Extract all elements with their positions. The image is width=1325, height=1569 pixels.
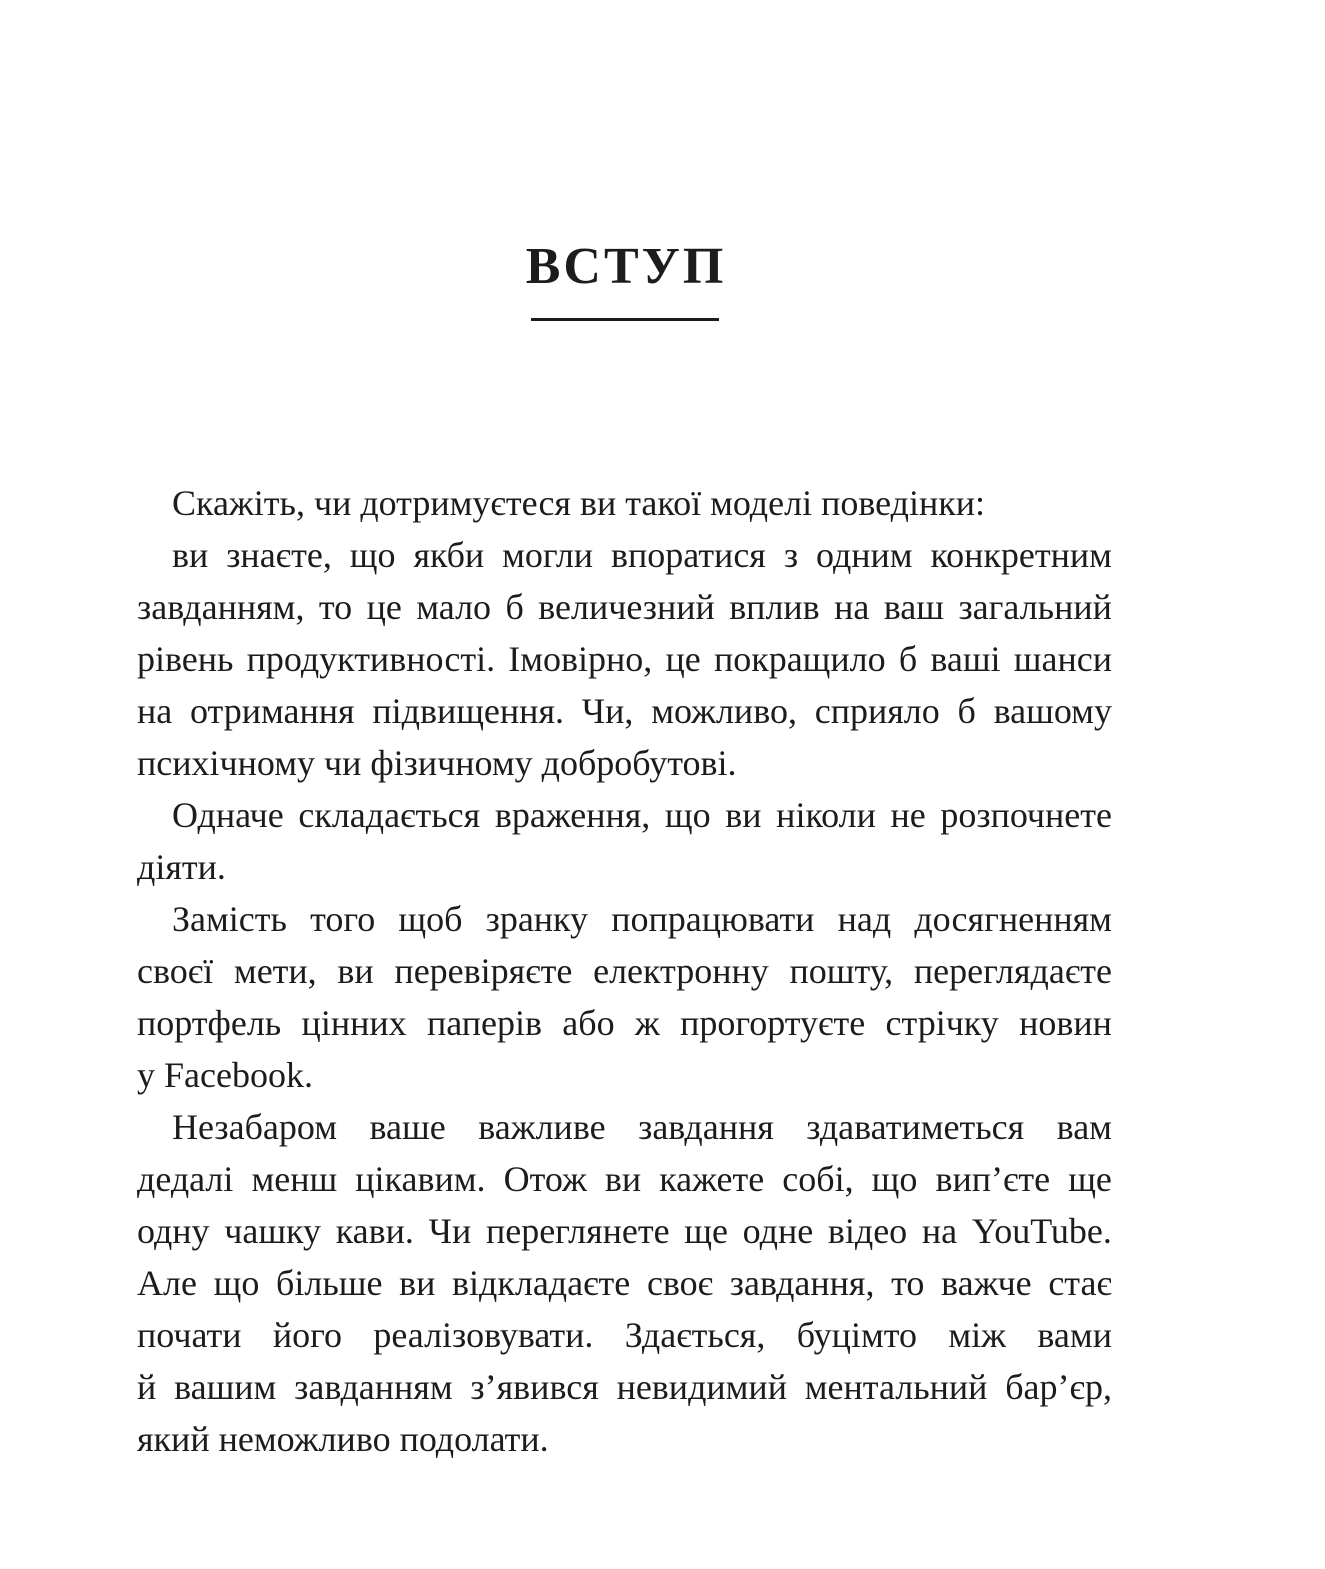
word: ваші [930, 639, 1001, 679]
word: враження, [494, 795, 651, 835]
word: це [366, 587, 402, 627]
word: ви [725, 795, 762, 835]
word: не [890, 795, 926, 835]
word: величезний [538, 587, 715, 627]
word: важливе [478, 1107, 606, 1147]
word: цікавим. [355, 1159, 486, 1199]
word: ж [634, 1003, 660, 1043]
word: Імовірно, [508, 639, 653, 679]
word: з’явився [470, 1367, 599, 1407]
text-line [137, 997, 1112, 1049]
text-line [137, 1309, 1112, 1361]
word: переглядаєте [913, 951, 1112, 991]
text-line: у Facebook. [137, 1055, 313, 1095]
word: на [834, 587, 870, 627]
word: покращило [713, 639, 886, 679]
word: прогортуєте [680, 1003, 866, 1043]
word: з [783, 535, 799, 575]
word: загальний [958, 587, 1112, 627]
word: завдання, [729, 1263, 875, 1303]
word: перевіряєте [394, 951, 573, 991]
word: електронну [593, 951, 769, 991]
word: ваш [883, 587, 945, 627]
word: отримання [190, 691, 355, 731]
text-line [137, 1101, 1112, 1153]
word: могли [502, 535, 594, 575]
word: портфель [137, 1003, 282, 1043]
word: конкретним [930, 535, 1112, 575]
word: ще [1068, 1159, 1112, 1199]
word: вип’єте [935, 1159, 1051, 1199]
word: можливо, [651, 691, 797, 731]
word: це [665, 639, 701, 679]
word: ще [684, 1211, 728, 1251]
word: кажете [659, 1159, 765, 1199]
word: вам [1056, 1107, 1112, 1147]
word: досягненням [914, 899, 1112, 939]
word: завдання [638, 1107, 774, 1147]
word: дедалі [137, 1159, 234, 1199]
text-line [137, 1205, 1112, 1257]
word: якби [413, 535, 485, 575]
word: почати [137, 1315, 242, 1355]
word: розпочнете [940, 795, 1112, 835]
word: підвищення. [372, 691, 564, 731]
word: шанси [1013, 639, 1112, 679]
word: б [898, 639, 918, 679]
word: вашому [993, 691, 1112, 731]
word: важче [941, 1263, 1032, 1303]
chapter-title: ВСТУП [525, 238, 727, 295]
word: ви [172, 535, 209, 575]
word: Замість [172, 899, 287, 939]
word: переглянете [485, 1211, 670, 1251]
text-line [137, 893, 1112, 945]
text-line: Скажіть, чи дотримуєтеся ви такої моделі поведінки: [172, 483, 985, 523]
word: пошту, [789, 951, 894, 991]
text-line: психічному чи фізичному добробутові. [137, 743, 737, 783]
word: що [871, 1159, 918, 1199]
word: щоб [398, 899, 463, 939]
text-line [137, 789, 1112, 841]
word: Але [137, 1263, 197, 1303]
word: що [349, 535, 396, 575]
word: знаєте, [226, 535, 332, 575]
word: відкладаєте [452, 1263, 631, 1303]
word: Одначе [172, 795, 284, 835]
text-line [137, 945, 1112, 997]
word: завданням, [137, 587, 305, 627]
word: YouTube. [971, 1211, 1112, 1251]
word: мало [416, 587, 492, 627]
word: новин [1019, 1003, 1112, 1043]
word: здаватиметься [806, 1107, 1025, 1147]
word: того [310, 899, 376, 939]
word: одне [742, 1211, 814, 1251]
word: б [957, 691, 976, 731]
word: стає [1048, 1263, 1112, 1303]
word: відео [827, 1211, 908, 1251]
word: стрічку [885, 1003, 999, 1043]
word: що [664, 795, 711, 835]
text-line [137, 1153, 1112, 1205]
word: що [213, 1263, 260, 1303]
word: рівень [137, 639, 234, 679]
word: Отож [503, 1159, 587, 1199]
text-line: діяти. [137, 847, 226, 887]
word: бар’єр, [1005, 1367, 1112, 1407]
word: вплив [729, 587, 820, 627]
word: собі, [782, 1159, 854, 1199]
word: сприяло [814, 691, 940, 731]
word: ви [399, 1263, 436, 1303]
text-line [137, 529, 1112, 581]
word: ніколи [776, 795, 876, 835]
word: завданням [294, 1367, 453, 1407]
word: на [921, 1211, 958, 1251]
text-line [137, 1257, 1112, 1309]
word: Здається, [624, 1315, 766, 1355]
word: й [137, 1367, 157, 1407]
word: Чи [428, 1211, 472, 1251]
word: продуктивності. [246, 639, 496, 679]
word: мети, [233, 951, 317, 991]
word: складається [298, 795, 481, 835]
word: одну [137, 1211, 210, 1251]
word: паперів [426, 1003, 542, 1043]
word: буцімто [796, 1315, 917, 1355]
word: невидимий [616, 1367, 787, 1407]
word: ментальний [804, 1367, 988, 1407]
word: або [562, 1003, 615, 1043]
word: одним [815, 535, 913, 575]
word: кави. [335, 1211, 414, 1251]
word: реалізовувати. [373, 1315, 594, 1355]
word: то [891, 1263, 925, 1303]
word: своє [646, 1263, 714, 1303]
body-text [137, 477, 1112, 1465]
word: більше [276, 1263, 383, 1303]
title-divider [531, 318, 719, 321]
word: чашку [224, 1211, 322, 1251]
word: Чи, [581, 691, 634, 731]
word: його [272, 1315, 342, 1355]
word: то [318, 587, 353, 627]
word: ваше [369, 1107, 446, 1147]
word: вашим [174, 1367, 277, 1407]
word: над [837, 899, 892, 939]
text-line [137, 581, 1112, 633]
word: Незабаром [172, 1107, 338, 1147]
word: вами [1037, 1315, 1112, 1355]
text-line [137, 633, 1112, 685]
word: менш [251, 1159, 338, 1199]
text-line: який неможливо подолати. [137, 1419, 549, 1459]
word: б [505, 587, 524, 627]
text-line [137, 685, 1112, 737]
text-column [137, 0, 1112, 1465]
word: цінних [301, 1003, 407, 1043]
word: зранку [485, 899, 589, 939]
word: ви [604, 1159, 642, 1199]
word: попрацювати [611, 899, 815, 939]
word: своєї [137, 951, 214, 991]
word: між [948, 1315, 1007, 1355]
word: на [137, 691, 173, 731]
word: впоратися [611, 535, 766, 575]
text-line [137, 1361, 1112, 1413]
word: ви [337, 951, 374, 991]
